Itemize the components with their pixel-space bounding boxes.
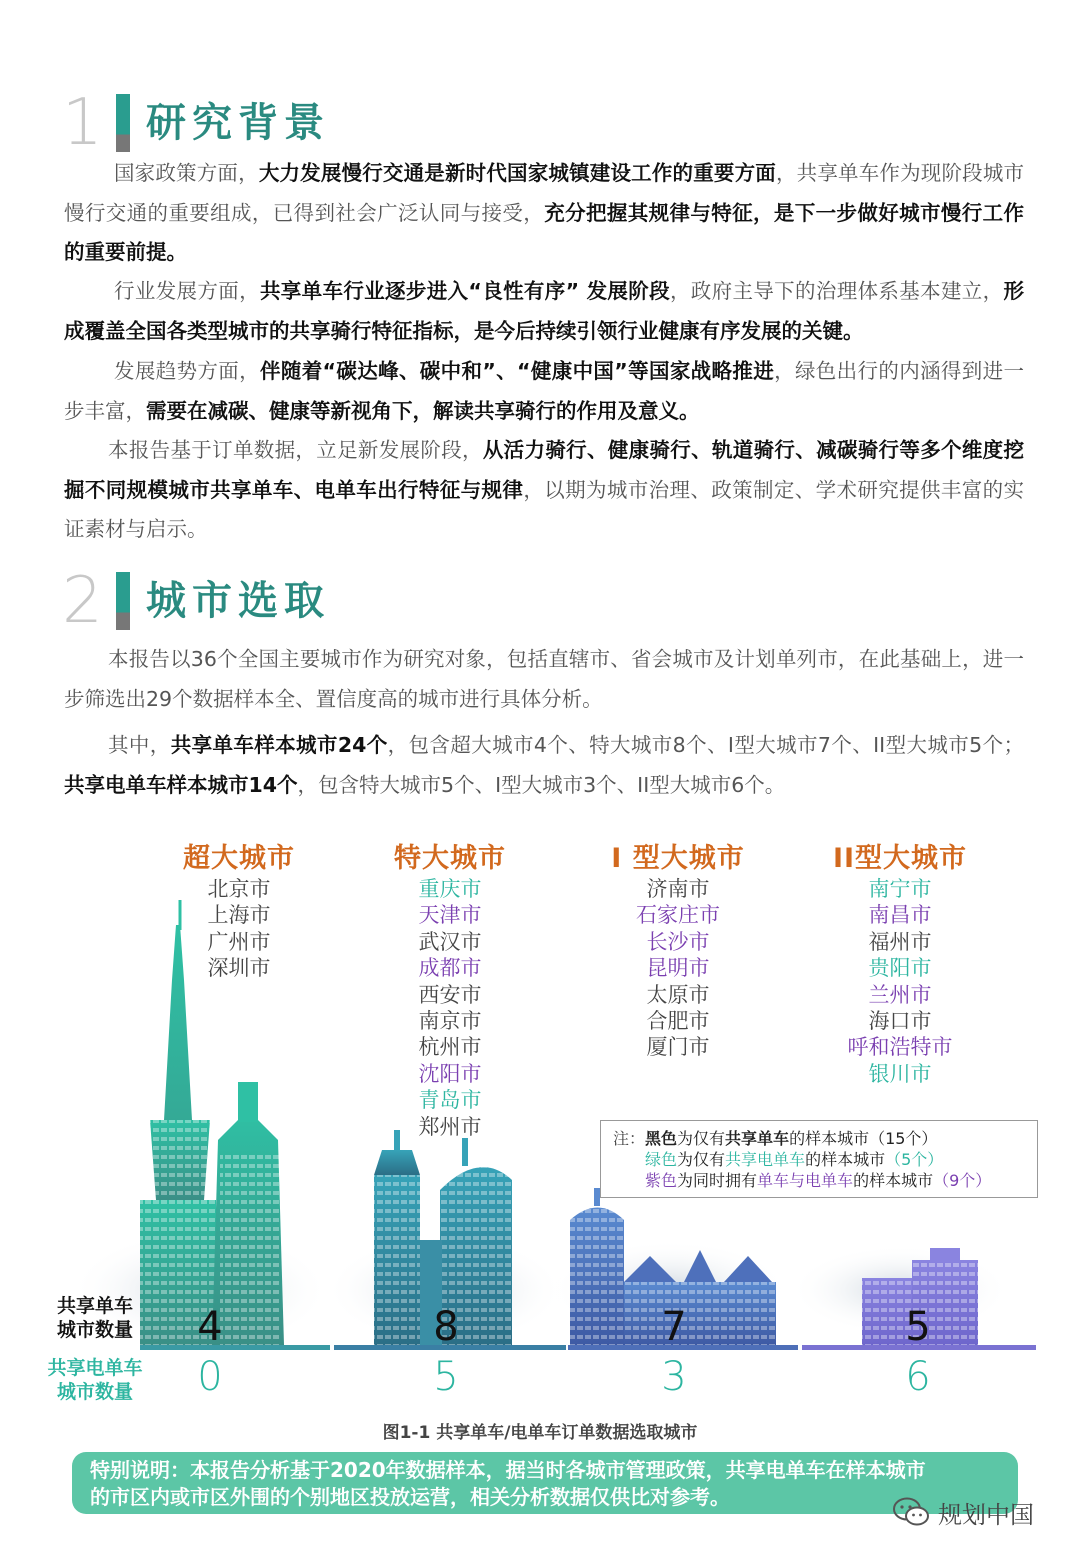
- city-name: 厦门市: [646, 1035, 710, 1060]
- bold-text: 共享单车行业逐步进入“良性有序” 发展阶段: [259, 279, 670, 303]
- body-text: 发展趋势方面，: [114, 359, 260, 383]
- city-list-1: [139, 876, 339, 982]
- city-name: 昆明市: [646, 956, 710, 981]
- section-2-number: 2: [62, 564, 103, 638]
- bike-count-2: 8: [433, 1304, 459, 1350]
- city-name: 呼和浩特市: [847, 1035, 953, 1060]
- body-text: 本报告基于订单数据，立足新发展阶段，: [108, 438, 483, 462]
- city-name: 兰州市: [868, 982, 932, 1007]
- city-name: 贵阳市: [868, 956, 932, 981]
- legend-text: 为同时拥有: [677, 1171, 758, 1190]
- legend-row-purple: [613, 1170, 1037, 1191]
- brand-watermark: [892, 1492, 1034, 1532]
- bold-text: 需要在减碳、健康等新视角下，解读共享骑行的作用及意义。: [146, 398, 700, 423]
- legend-text: （5个）: [885, 1150, 944, 1169]
- legend-text: 的样本城市: [853, 1171, 934, 1190]
- bike-count-3: 7: [661, 1304, 687, 1350]
- city-name: 广州市: [207, 929, 271, 954]
- legend-text: 绿色: [645, 1150, 678, 1169]
- city-name: 天津市: [418, 903, 482, 928]
- body-text: ，包含特大城市5个、I型大城市3个、II型大城市6个。: [297, 772, 786, 797]
- city-name: 武汉市: [418, 929, 482, 954]
- body-text: ，共享单车作为现阶段城市慢行交通的重要组成，已得到社会广泛认同与接受，: [64, 161, 1025, 225]
- bold-text: 充分把握其规律与特征，是下一步做好城市慢行工作的重要前提。: [64, 200, 1024, 264]
- ebike-count-label-line-2: 城市数量: [56, 1381, 133, 1403]
- bike-count-label-line-1: 共享单车: [56, 1295, 133, 1317]
- legend-text: 共享单车: [725, 1129, 790, 1148]
- city-name: 海口市: [868, 1009, 932, 1034]
- body-text: 本报告以36个全国主要城市作为研究对象，包括直辖市、省会城市及计划单列市，在此基础上，进一步筛选出29个数据样本全、置信度高的城市进行具体分析。: [64, 647, 1024, 711]
- section1-paragraph-1: [64, 154, 1024, 273]
- city-name: 北京市: [207, 877, 271, 901]
- city-name: 南宁市: [868, 877, 932, 901]
- section2-paragraph-1: [64, 640, 1024, 719]
- legend-text: 紫色: [645, 1171, 678, 1190]
- section-2-title: 城市选取: [146, 578, 330, 624]
- body-text: ，包含超大城市4个、特大城市8个、I型大城市7个、II型大城市5个；: [387, 733, 1025, 757]
- legend-text: 单车与电单车: [757, 1171, 854, 1190]
- city-name: 银川市: [868, 1061, 932, 1086]
- legend-text: 为仅有: [677, 1129, 726, 1148]
- bike-count-1: 4: [197, 1304, 223, 1350]
- section1-paragraph-3: [64, 352, 1024, 431]
- section2-paragraph-2: [64, 726, 1024, 805]
- body-text: 其中，: [108, 733, 171, 757]
- ebike-count-1: 0: [197, 1354, 223, 1400]
- city-list-4: [800, 876, 1000, 1087]
- city-name: 长沙市: [646, 929, 710, 954]
- legend-text: 的样本城市（15个）: [789, 1129, 938, 1148]
- legend-text: （9个）: [933, 1171, 992, 1190]
- section-1-header: [62, 88, 662, 158]
- bold-text: 共享电单车样本城市14个: [64, 772, 298, 797]
- section-1-bar: [116, 94, 130, 152]
- body-text: ，以期为城市治理、政策制定、学术研究提供丰富的实证素材与启示。: [64, 477, 1024, 541]
- figure-caption: 图1-1 共享单车/电单车订单数据选取城市: [382, 1423, 698, 1443]
- special-note-banner: [72, 1452, 1018, 1514]
- city-name: 西安市: [418, 982, 482, 1007]
- city-name: 重庆市: [418, 877, 482, 901]
- legend-text: 黑色: [645, 1129, 678, 1148]
- city-name: 上海市: [207, 903, 271, 928]
- bike-count-label-line-2: 城市数量: [56, 1319, 133, 1341]
- city-list-2: [350, 876, 550, 1140]
- city-name: 福州市: [868, 929, 932, 954]
- city-name: 合肥市: [646, 1009, 710, 1034]
- section-1-title: 研究背景: [146, 100, 330, 146]
- legend-text: 共享电单车: [725, 1150, 806, 1169]
- special-note-line-1: 特别说明：本报告分析基于2020年数据样本，据当时各城市管理政策，共享电单车在样本城市: [90, 1458, 926, 1482]
- legend-text: 的样本城市: [805, 1150, 886, 1169]
- body-text: 国家政策方面，: [114, 161, 259, 185]
- body-text: ，绿色出行的内涵得到进一步丰富，: [64, 359, 1024, 423]
- section-1-number: 1: [62, 86, 103, 160]
- bike-count-label: [40, 1294, 150, 1342]
- section-2-header: [62, 566, 662, 636]
- ebike-count-label: [40, 1356, 150, 1404]
- section1-paragraph-2: [64, 272, 1024, 351]
- bold-text: 伴随着“碳达峰、碳中和”、“健康中国”等国家战略推进: [259, 359, 775, 383]
- legend-row-black: [613, 1128, 1037, 1149]
- city-name: 郑州市: [418, 1114, 482, 1139]
- legend-row-green: [613, 1149, 1037, 1170]
- bold-text: 共享单车样本城市24个: [170, 733, 388, 757]
- ebike-count-label-line-1: 共享电单车: [47, 1357, 143, 1379]
- ebike-count-3: 3: [661, 1354, 687, 1400]
- legend-prefix: 注：: [613, 1129, 646, 1148]
- bike-count-4: 5: [905, 1304, 931, 1350]
- city-name: 南京市: [418, 1009, 482, 1034]
- category-title-2: 特大城市: [394, 843, 506, 874]
- city-name: 杭州市: [418, 1035, 482, 1060]
- brand-name: 规划中国: [938, 1500, 1034, 1529]
- city-list-3: [578, 876, 778, 1061]
- city-name: 青岛市: [418, 1088, 482, 1113]
- bold-text: 形成覆盖全国各类型城市的共享骑行特征指标，是今后持续引领行业健康有序发展的关键。: [64, 279, 1024, 343]
- category-title-3: I 型大城市: [611, 843, 745, 874]
- bold-text: 大力发展慢行交通是新时代国家城镇建设工作的重要方面: [258, 161, 776, 185]
- special-note-line-2: 的市区内或市区外围的个别地区投放运营，相关分析数据仅供比对参考。: [90, 1485, 730, 1509]
- city-name: 沈阳市: [418, 1061, 482, 1086]
- city-name: 济南市: [646, 877, 710, 901]
- section1-paragraph-4: [64, 431, 1024, 550]
- body-text: 行业发展方面，: [114, 279, 260, 303]
- bold-text: 从活力骑行、健康骑行、轨道骑行、减碳骑行等多个维度挖掘不同规模城市共享单车、电单车出行特征与规律: [64, 438, 1024, 502]
- ebike-count-4: 6: [905, 1354, 931, 1400]
- city-name: 太原市: [646, 982, 710, 1007]
- legend-note: [600, 1120, 1038, 1198]
- body-text: ，政府主导下的治理体系基本建立，: [669, 279, 1004, 303]
- city-name: 成都市: [418, 956, 482, 981]
- section-2-bar: [116, 572, 130, 630]
- category-title-4: II型大城市: [832, 843, 968, 874]
- wechat-icon: [892, 1496, 930, 1528]
- category-title-1: 超大城市: [183, 843, 295, 874]
- ebike-count-2: 5: [433, 1354, 459, 1400]
- city-name: 南昌市: [868, 903, 932, 928]
- city-name: 深圳市: [207, 956, 271, 981]
- city-name: 石家庄市: [636, 903, 720, 928]
- legend-text: 为仅有: [677, 1150, 726, 1169]
